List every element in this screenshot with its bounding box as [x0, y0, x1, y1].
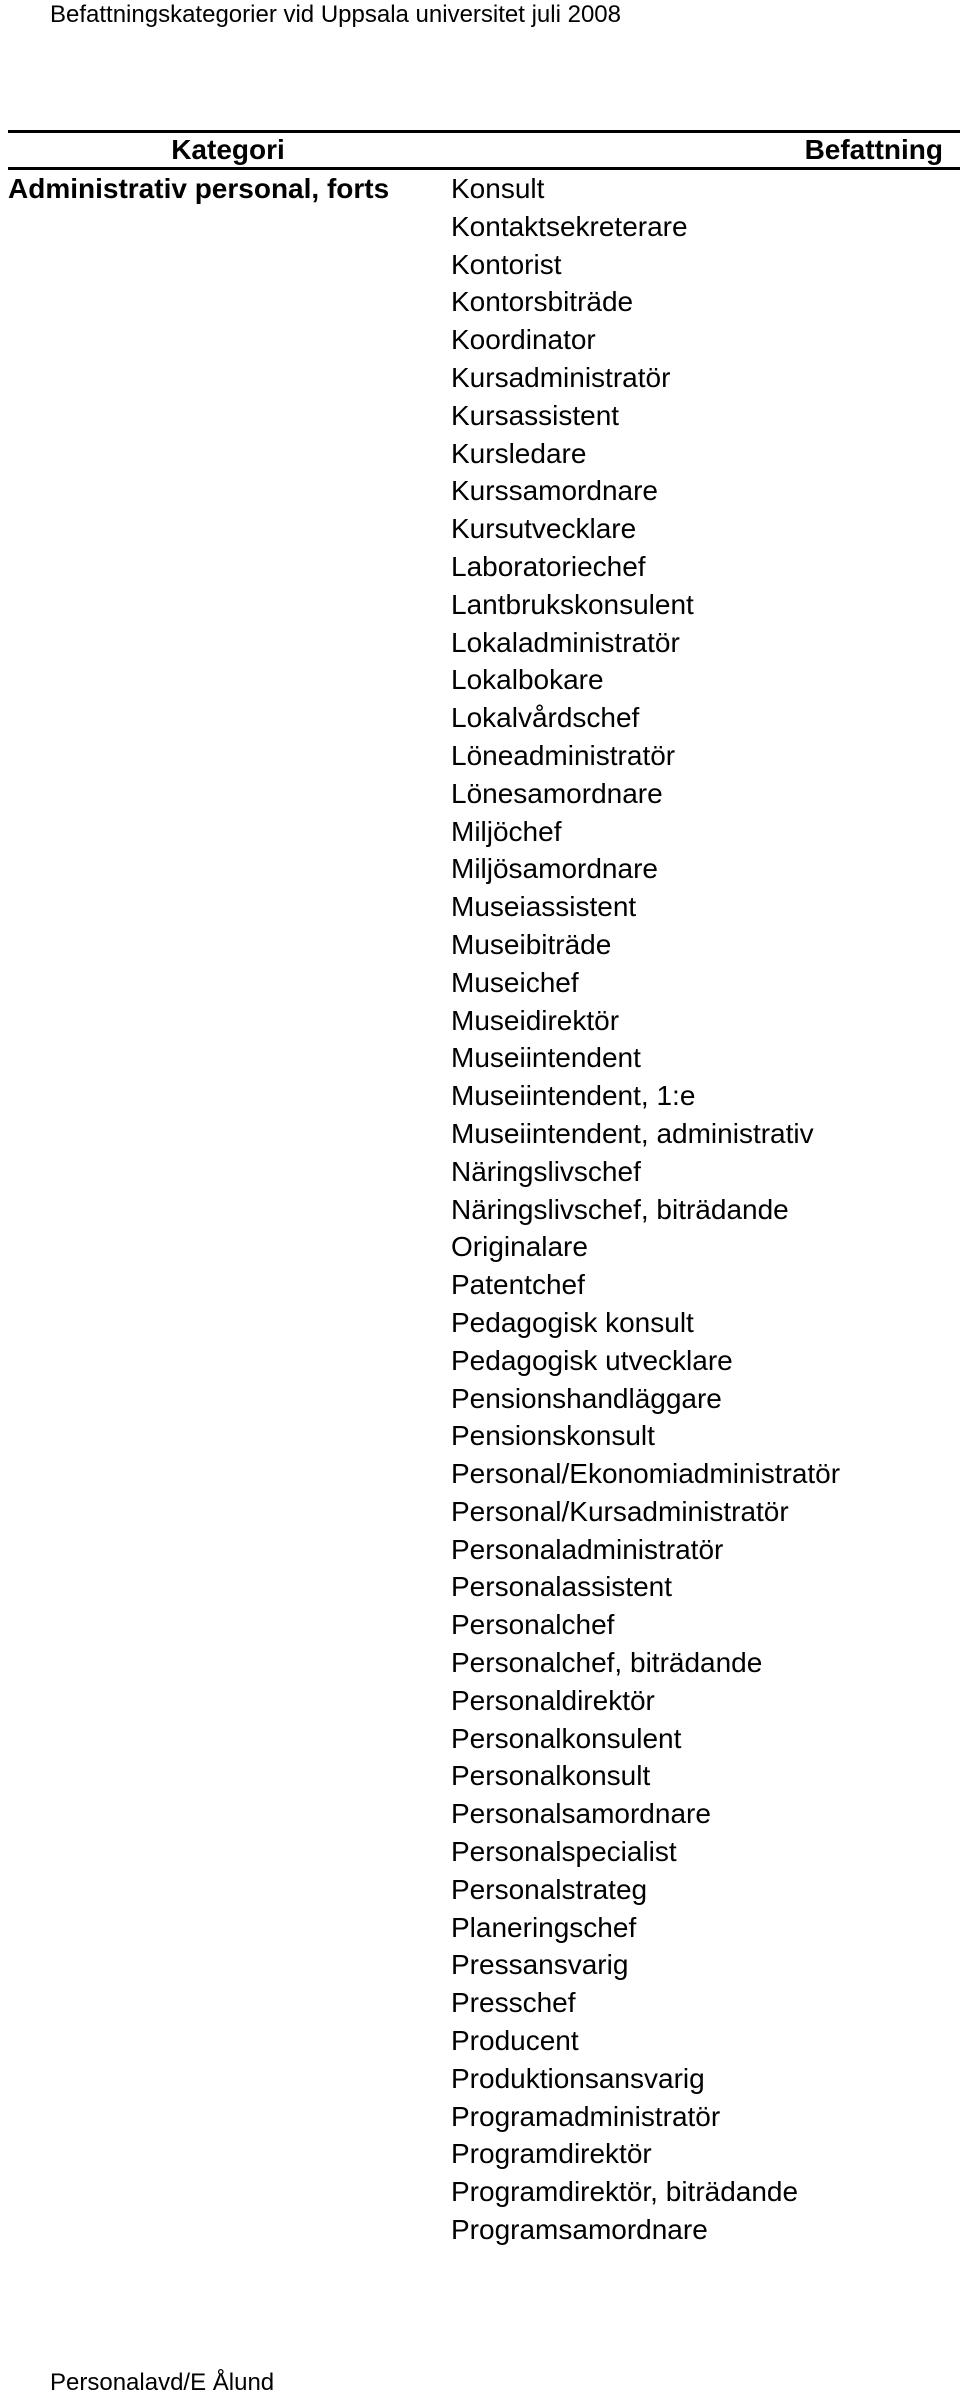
- position-item: Miljöchef: [451, 815, 562, 847]
- position-item: Museiintendent: [451, 1042, 641, 1074]
- position-item: Personal/Kursadministratör: [451, 1495, 789, 1527]
- position-item: Programsamordnare: [451, 2214, 708, 2246]
- positions-list: [451, 170, 840, 2249]
- position-item: Pedagogisk utvecklare: [451, 1344, 733, 1376]
- position-item: Laboratoriechef: [451, 550, 646, 582]
- position-item: Personaladministratör: [451, 1533, 724, 1565]
- position-item: Lantbrukskonsulent: [451, 588, 694, 620]
- position-item: Kontaktsekreterare: [451, 210, 688, 242]
- position-item: Lönesamordnare: [451, 777, 663, 809]
- position-item: Personalkonsulent: [451, 1722, 682, 1754]
- table-header-row: [8, 133, 960, 167]
- column-header-befattning: Befattning: [804, 134, 943, 165]
- position-item: Museibiträde: [451, 928, 612, 960]
- position-item: Löneadministratör: [451, 739, 676, 771]
- position-item: Museiassistent: [451, 891, 637, 923]
- position-item: Museiintendent, 1:e: [451, 1080, 696, 1112]
- position-item: Personalchef, biträdande: [451, 1647, 763, 1679]
- position-item: Personal/Ekonomiadministratör: [451, 1458, 841, 1490]
- position-item: Näringslivschef: [451, 1155, 641, 1187]
- position-item: Kursutvecklare: [451, 513, 637, 545]
- position-item: Pedagogisk konsult: [451, 1306, 694, 1338]
- position-item: Museidirektör: [451, 1004, 620, 1036]
- position-item: Programadministratör: [451, 2100, 721, 2132]
- position-item: Originalare: [451, 1231, 588, 1263]
- position-item: Personalstrateg: [451, 1873, 648, 1905]
- column-header-kategori: Kategori: [171, 134, 285, 165]
- position-item: Lokalbokare: [451, 664, 604, 696]
- position-item: Programdirektör, biträdande: [451, 2176, 799, 2208]
- position-item: Koordinator: [451, 324, 596, 356]
- position-item: Kursledare: [451, 437, 587, 469]
- position-item: Näringslivschef, biträdande: [451, 1193, 789, 1225]
- position-item: Museichef: [451, 966, 579, 998]
- position-item: Kursadministratör: [451, 361, 671, 393]
- position-item: Lokaladministratör: [451, 626, 680, 658]
- position-item: Museiintendent, administrativ: [451, 1117, 814, 1149]
- position-item: Presschef: [451, 1987, 576, 2019]
- position-item: Personalassistent: [451, 1571, 673, 1603]
- position-item: Pensionshandläggare: [451, 1382, 722, 1414]
- position-item: Programdirektör: [451, 2138, 652, 2170]
- category-cell: Administrativ personal, forts: [8, 173, 390, 204]
- positions-table: [8, 130, 960, 2246]
- position-item: Personalchef: [451, 1609, 615, 1641]
- position-item: Personalsamordnare: [451, 1798, 711, 1830]
- position-item: Personalspecialist: [451, 1836, 677, 1868]
- position-item: Kurssamordnare: [451, 475, 658, 507]
- position-item: Pensionskonsult: [451, 1420, 655, 1452]
- position-item: Kontorsbiträde: [451, 286, 634, 318]
- position-item: Kontorist: [451, 248, 562, 280]
- position-item: Personalkonsult: [451, 1760, 651, 1792]
- position-item: Kursassistent: [451, 399, 620, 431]
- position-item: Pressansvarig: [451, 1949, 629, 1981]
- page-header-title: Befattningskategorier vid Uppsala universitet juli 2008: [50, 1, 621, 28]
- position-item: Patentchef: [451, 1269, 585, 1301]
- position-item: Lokalvårdschef: [451, 702, 640, 734]
- page-footer: Personalavd/E Ålund: [50, 2369, 275, 2396]
- position-item: Producent: [451, 2025, 579, 2057]
- position-item: Konsult: [451, 173, 545, 204]
- position-item: Miljösamordnare: [451, 853, 658, 885]
- position-item: Planeringschef: [451, 1911, 637, 1943]
- position-item: Produktionsansvarig: [451, 2062, 705, 2094]
- position-item: Personaldirektör: [451, 1684, 655, 1716]
